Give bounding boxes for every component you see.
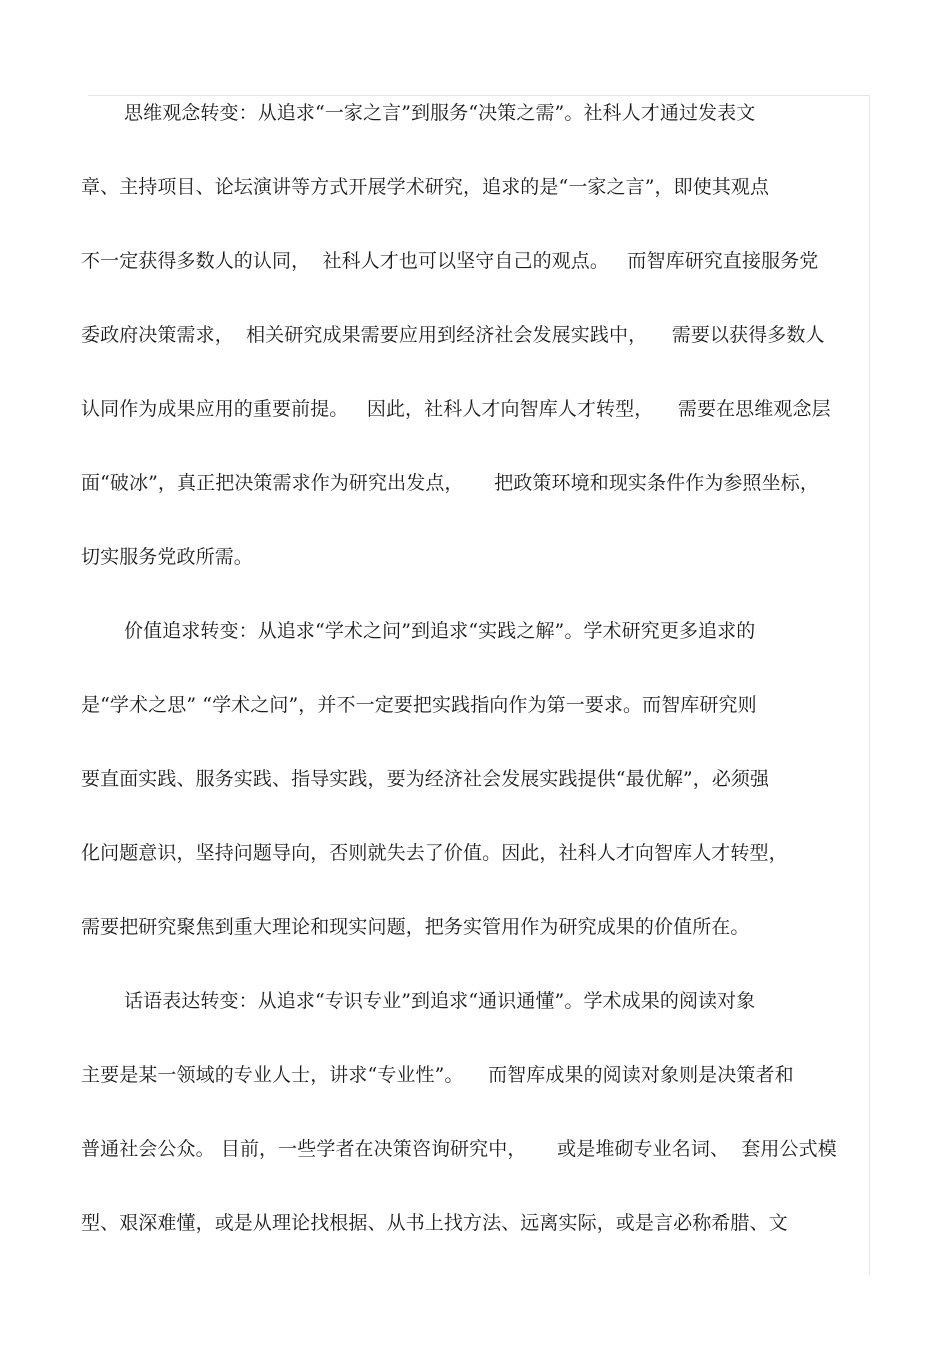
paragraph-3-line-3: 普通社会公众。 目前，一些学者在决策咨询研究中， 或是堆砌专业名词、 套用公式模 (81, 1138, 837, 1160)
paragraph-2-line-3: 要直面实践、服务实践、指导实践，要为经济社会发展实践提供“最优解”，必须强 (81, 768, 770, 790)
paragraph-1-line-3: 不一定获得多数人的认同， 社科人才也可以坚守自己的观点。 而智库研究直接服务党 (81, 250, 819, 272)
paragraph-3-line-2: 主要是某一领域的专业人士，讲求“专业性”。 而智库成果的阅读对象则是决策者和 (81, 1064, 794, 1086)
page-border-right (869, 95, 870, 1275)
paragraph-1-line-7: 切实服务党政所需。 (81, 546, 253, 568)
paragraph-2-line-2: 是“学术之思” “学术之问”，并不一定要把实践指向作为第一要求。而智库研究则 (81, 694, 757, 716)
paragraph-2-line-1: 价值追求转变：从追求“学术之问”到追求“实践之解”。学术研究更多追求的 (124, 620, 756, 642)
paragraph-1-line-6: 面“破冰”，真正把决策需求作为研究出发点， 把政策环境和现实条件作为参照坐标， (81, 472, 819, 494)
paragraph-1-line-4: 委政府决策需求， 相关研究成果需要应用到经济社会发展实践中， 需要以获得多数人 (81, 324, 825, 346)
paragraph-3-line-1: 话语表达转变：从追求“专识专业”到追求“通识通懂”。学术成果的阅读对象 (124, 990, 756, 1012)
paragraph-2-line-5: 需要把研究聚焦到重大理论和现实问题，把务实管用作为研究成果的价值所在。 (81, 916, 750, 938)
page-border-top (88, 95, 870, 96)
paragraph-1-line-5: 认同作为成果应用的重要前提。 因此，社科人才向智库人才转型， 需要在思维观念层 (81, 398, 831, 420)
paragraph-1-line-2: 章、主持项目、论坛演讲等方式开展学术研究，追求的是“一家之言”，即使其观点 (81, 176, 770, 198)
paragraph-1-line-1: 思维观念转变：从追求“一家之言”到服务“决策之需”。社科人才通过发表文 (124, 102, 756, 124)
paragraph-2-line-4: 化问题意识，坚持问题导向，否则就失去了价值。因此，社科人才向智库人才转型， (81, 842, 788, 864)
paragraph-3-line-4: 型、艰深难懂，或是从理论找根据、从书上找方法、远离实际，或是言必称希腊、文 (81, 1212, 788, 1234)
